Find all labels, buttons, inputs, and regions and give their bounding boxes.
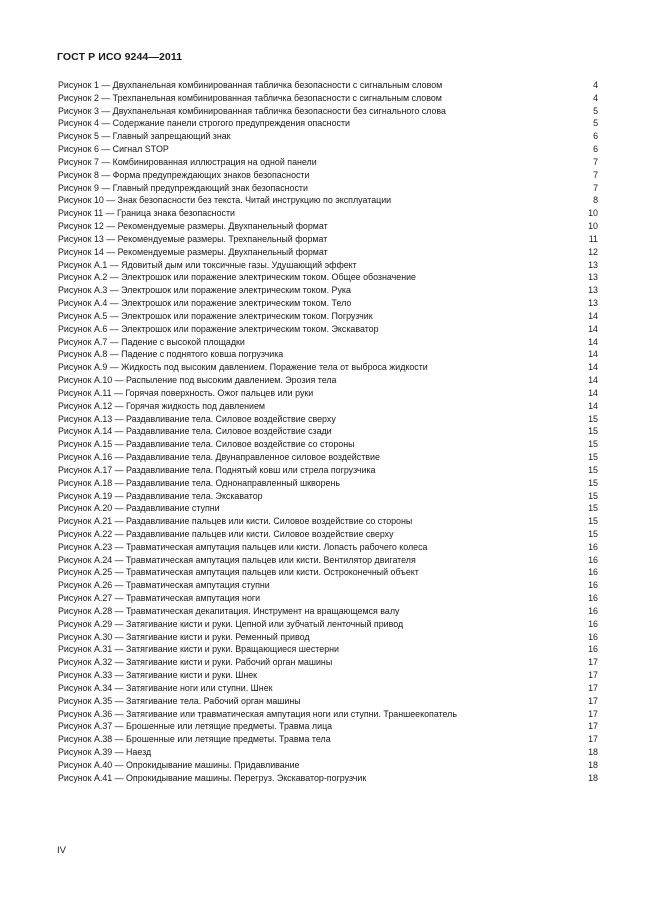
toc-entry-page: 7 (593, 169, 598, 180)
toc-entry-page: 13 (588, 298, 598, 309)
toc-entry[interactable] (58, 695, 598, 708)
toc-entry-title: Рисунок А.5 — Электрошок или поражение электрическим током. Погрузчик (58, 310, 373, 321)
toc-entry[interactable] (58, 579, 598, 592)
toc-entry-page: 18 (588, 772, 598, 783)
page-number: IV (57, 845, 66, 856)
toc-entry-page: 10 (588, 208, 598, 219)
toc-entry[interactable] (58, 438, 598, 451)
toc-entry-title: Рисунок А.36 — Затягивание или травматическая ампутация ноги или ступни. Траншеекопатель (58, 708, 457, 719)
toc-entry-page: 17 (588, 734, 598, 745)
toc-entry-title: Рисунок 11 — Граница знака безопасности (58, 208, 235, 219)
toc-entry-page: 13 (588, 272, 598, 283)
toc-entry-title: Рисунок А.38 — Брошенные или летящие предметы. Травма тела (58, 734, 331, 745)
toc-entry-page: 18 (588, 747, 598, 758)
toc-entry-page: 6 (593, 144, 598, 155)
toc-entry[interactable] (58, 631, 598, 644)
toc-entry[interactable] (58, 502, 598, 515)
toc-entry-title: Рисунок А.3 — Электрошок или поражение электрическим током. Рука (58, 285, 351, 296)
toc-entry[interactable] (58, 156, 598, 169)
toc-entry-page: 15 (588, 452, 598, 463)
toc-entry-page: 16 (588, 593, 598, 604)
toc-entry[interactable] (58, 592, 598, 605)
toc-entry-page: 16 (588, 541, 598, 552)
toc-entry-page: 15 (588, 490, 598, 501)
toc-entry-title: Рисунок 1 — Двухпанельная комбинированная табличка безопасности с сигнальным словом (58, 80, 443, 90)
toc-entry[interactable] (58, 169, 598, 182)
toc-entry-title: Рисунок А.39 — Наезд (58, 747, 152, 758)
toc-entry[interactable] (58, 220, 598, 233)
toc-entry[interactable] (58, 618, 598, 631)
toc-entry[interactable] (58, 643, 598, 656)
toc-entry-page: 18 (588, 759, 598, 770)
toc-entry-page: 10 (588, 221, 598, 232)
toc-entry-title: Рисунок 8 — Форма предупреждающих знаков безопасности (58, 169, 310, 180)
toc-entry[interactable] (58, 387, 598, 400)
toc-entry-page: 17 (588, 657, 598, 668)
toc-entry-page: 7 (593, 156, 598, 167)
toc-entry-title: Рисунок А.27 — Травматическая ампутация ноги (58, 593, 261, 604)
toc-entry-page: 16 (588, 580, 598, 591)
toc-entry[interactable] (58, 554, 598, 567)
toc-entry[interactable] (58, 566, 598, 579)
toc-entry-title: Рисунок 2 — Трехпанельная комбинированная табличка безопасности с сигнальным словом (58, 92, 442, 103)
toc-entry-title: Рисунок 6 — Сигнал STOP (58, 144, 169, 155)
table-of-contents (58, 79, 598, 785)
toc-entry[interactable] (58, 528, 598, 541)
toc-entry-title: Рисунок А.7 — Падение с высокой площадки (58, 336, 245, 347)
toc-entry-title: Рисунок А.33 — Затягивание кисти и руки. Шнек (58, 670, 258, 681)
toc-entry-page: 15 (588, 439, 598, 450)
toc-entry-page: 15 (588, 413, 598, 424)
toc-entry-title: Рисунок А.17 — Раздавливание тела. Поднятый ковш или стрела погрузчика (58, 464, 376, 475)
toc-entry-title: Рисунок А.10 — Распыление под высоким давлением. Эрозия тела (58, 375, 337, 386)
toc-entry-page: 12 (588, 246, 598, 257)
toc-entry-page: 17 (588, 670, 598, 681)
toc-entry[interactable] (58, 464, 598, 477)
toc-entry[interactable] (58, 682, 598, 695)
toc-entry[interactable] (58, 400, 598, 413)
toc-entry-title: Рисунок А.12 — Горячая жидкость под давлением (58, 400, 266, 411)
toc-entry-title: Рисунок А.29 — Затягивание кисти и руки. Цепной или зубчатый ленточный привод (58, 618, 404, 629)
toc-entry-page: 16 (588, 554, 598, 565)
toc-entry[interactable] (58, 669, 598, 682)
toc-entry-title: Рисунок А.13 — Раздавливание тела. Силовое воздействие сверху (58, 413, 336, 424)
toc-entry-title: Рисунок 12 — Рекомендуемые размеры. Двухпанельный формат (58, 221, 328, 232)
toc-entry-title: Рисунок 5 — Главный запрещающий знак (58, 131, 231, 142)
toc-entry[interactable] (58, 130, 598, 143)
toc-entry[interactable] (58, 194, 598, 207)
toc-entry-title: Рисунок А.16 — Раздавливание тела. Двунаправленное силовое воздействие (58, 452, 380, 463)
toc-entry-page: 15 (588, 503, 598, 514)
toc-entry-page: 7 (593, 182, 598, 193)
toc-entry-title: Рисунок А.22 — Раздавливание пальцев или кисти. Силовое воздействие сверху (58, 528, 394, 539)
toc-entry-title: Рисунок 7 — Комбинированная иллюстрация на одной панели (58, 156, 317, 167)
toc-entry[interactable] (58, 246, 598, 259)
toc-entry[interactable] (58, 310, 598, 323)
toc-entry-page: 14 (588, 400, 598, 411)
toc-entry-page: 17 (588, 682, 598, 693)
toc-entry-title: Рисунок А.40 — Опрокидывание машины. Придавливание (58, 759, 300, 770)
toc-entry[interactable] (58, 143, 598, 156)
toc-entry[interactable] (58, 361, 598, 374)
toc-entry-title: Рисунок А.18 — Раздавливание тела. Однонаправленный шкворень (58, 477, 340, 488)
toc-entry-title: Рисунок А.35 — Затягивание тела. Рабочий орган машины (58, 695, 301, 706)
toc-entry-title: Рисунок А.19 — Раздавливание тела. Экскаватор (58, 490, 263, 501)
toc-entry[interactable] (58, 92, 598, 105)
toc-entry-page: 14 (588, 310, 598, 321)
toc-entry-page: 14 (588, 349, 598, 360)
toc-entry-title: Рисунок А.32 — Затягивание кисти и руки. Рабочий орган машины (58, 657, 333, 668)
toc-entry-page: 16 (588, 605, 598, 616)
toc-entry-page: 4 (593, 80, 598, 90)
toc-entry[interactable] (58, 297, 598, 310)
toc-entry-page: 14 (588, 362, 598, 373)
toc-entry[interactable] (58, 413, 598, 426)
toc-entry-title: Рисунок А.15 — Раздавливание тела. Силовое воздействие со стороны (58, 439, 355, 450)
toc-entry-title: Рисунок А.6 — Электрошок или поражение электрическим током. Экскаватор (58, 323, 379, 334)
toc-entry[interactable] (58, 541, 598, 554)
toc-entry[interactable] (58, 733, 598, 746)
toc-entry-title: Рисунок А.41 — Опрокидывание машины. Перегруз. Экскаватор-погрузчик (58, 772, 367, 783)
toc-entry-page: 11 (588, 233, 598, 244)
toc-entry-title: Рисунок А.11 — Горячая поверхность. Ожог пальцев или руки (58, 387, 314, 398)
toc-entry-page: 15 (588, 464, 598, 475)
toc-entry-title: Рисунок А.4 — Электрошок или поражение электрическим током. Тело (58, 298, 352, 309)
toc-entry-title: Рисунок 9 — Главный предупреждающий знак безопасности (58, 182, 308, 193)
toc-entry-page: 15 (588, 516, 598, 527)
toc-entry-title: Рисунок А.20 — Раздавливание ступни (58, 503, 220, 514)
toc-entry-page: 13 (588, 285, 598, 296)
document-header: ГОСТ Р ИСО 9244—2011 (57, 51, 183, 63)
toc-entry-page: 16 (588, 567, 598, 578)
toc-entry[interactable] (58, 374, 598, 387)
toc-entry[interactable] (58, 425, 598, 438)
toc-entry[interactable] (58, 79, 598, 92)
toc-entry[interactable] (58, 746, 598, 759)
toc-entry-title: Рисунок А.23 — Травматическая ампутация пальцев или кисти. Лопасть рабочего колеса (58, 541, 428, 552)
toc-entry-title: Рисунок А.21 — Раздавливание пальцев или кисти. Силовое воздействие со стороны (58, 516, 413, 527)
toc-entry[interactable] (58, 515, 598, 528)
toc-entry-title: Рисунок 13 — Рекомендуемые размеры. Трехпанельный формат (58, 233, 328, 244)
toc-entry-title: Рисунок А.37 — Брошенные или летящие предметы. Травма лица (58, 721, 333, 732)
toc-entry[interactable] (58, 336, 598, 349)
toc-entry-page: 14 (588, 375, 598, 386)
toc-entry[interactable] (58, 271, 598, 284)
toc-entry[interactable] (58, 182, 598, 195)
toc-entry-page: 13 (588, 259, 598, 270)
toc-entry-page: 14 (588, 323, 598, 334)
toc-entry[interactable] (58, 117, 598, 130)
toc-entry-page: 16 (588, 631, 598, 642)
toc-entry-page: 15 (588, 528, 598, 539)
toc-entry[interactable] (58, 451, 598, 464)
toc-entry-page: 15 (588, 426, 598, 437)
toc-entry-title: Рисунок 4 — Содержание панели строгого предупреждения опасности (58, 118, 350, 129)
toc-entry[interactable] (58, 490, 598, 503)
toc-entry[interactable] (58, 348, 598, 361)
toc-entry-title: Рисунок 3 — Двухпанельная комбинированная табличка безопасности без сигнального слова (58, 105, 446, 116)
toc-entry-title: Рисунок А.31 — Затягивание кисти и руки. Вращающиеся шестерни (58, 644, 339, 655)
toc-entry-page: 6 (593, 131, 598, 142)
toc-entry-title: Рисунок А.9 — Жидкость под высоким давлением. Поражение тела от выброса жидкости (58, 362, 428, 373)
toc-entry-title: Рисунок 10 — Знак безопасности без текста. Читай инструкцию по эксплуатации (58, 195, 392, 206)
toc-entry-page: 8 (593, 195, 598, 206)
toc-entry-page: 16 (588, 644, 598, 655)
toc-entry[interactable] (58, 207, 598, 220)
toc-entry[interactable] (58, 759, 598, 772)
toc-entry-page: 14 (588, 387, 598, 398)
toc-entry-title: Рисунок А.26 — Травматическая ампутация ступни (58, 580, 270, 591)
toc-entry[interactable] (58, 720, 598, 733)
toc-entry[interactable] (58, 284, 598, 297)
toc-entry-title: Рисунок А.14 — Раздавливание тела. Силовое воздействие сзади (58, 426, 332, 437)
toc-entry-page: 4 (593, 92, 598, 103)
toc-entry-title: Рисунок А.1 — Ядовитый дым или токсичные газы. Удушающий эффект (58, 259, 357, 270)
toc-entry-title: Рисунок А.30 — Затягивание кисти и руки. Ременный привод (58, 631, 310, 642)
toc-entry-page: 15 (588, 477, 598, 488)
toc-entry-page: 5 (593, 105, 598, 116)
toc-entry-title: Рисунок 14 — Рекомендуемые размеры. Двухпанельный формат (58, 246, 328, 257)
toc-entry[interactable] (58, 605, 598, 618)
toc-entry-title: Рисунок А.24 — Травматическая ампутация пальцев или кисти. Вентилятор двигателя (58, 554, 416, 565)
toc-entry[interactable] (58, 323, 598, 336)
toc-entry-page: 17 (588, 708, 598, 719)
toc-entry[interactable] (58, 772, 598, 785)
toc-entry-page: 14 (588, 336, 598, 347)
toc-entry-title: Рисунок А.2 — Электрошок или поражение электрическим током. Общее обозначение (58, 272, 416, 283)
toc-entry[interactable] (58, 656, 598, 669)
toc-entry-page: 17 (588, 721, 598, 732)
toc-entry-title: Рисунок А.8 — Падение с поднятого ковша погрузчика (58, 349, 284, 360)
toc-entry[interactable] (58, 708, 598, 721)
toc-entry[interactable] (58, 259, 598, 272)
toc-entry-page: 16 (588, 618, 598, 629)
toc-entry[interactable] (58, 105, 598, 118)
toc-entry-title: Рисунок А.28 — Травматическая декапитация. Инструмент на вращающемся валу (58, 605, 400, 616)
toc-entry-page: 17 (588, 695, 598, 706)
toc-entry-title: Рисунок А.25 — Травматическая ампутация пальцев или кисти. Остроконечный объект (58, 567, 419, 578)
toc-entry-title: Рисунок А.34 — Затягивание ноги или ступни. Шнек (58, 682, 273, 693)
toc-entry-page: 5 (593, 118, 598, 129)
toc-entry[interactable] (58, 233, 598, 246)
toc-entry[interactable] (58, 477, 598, 490)
